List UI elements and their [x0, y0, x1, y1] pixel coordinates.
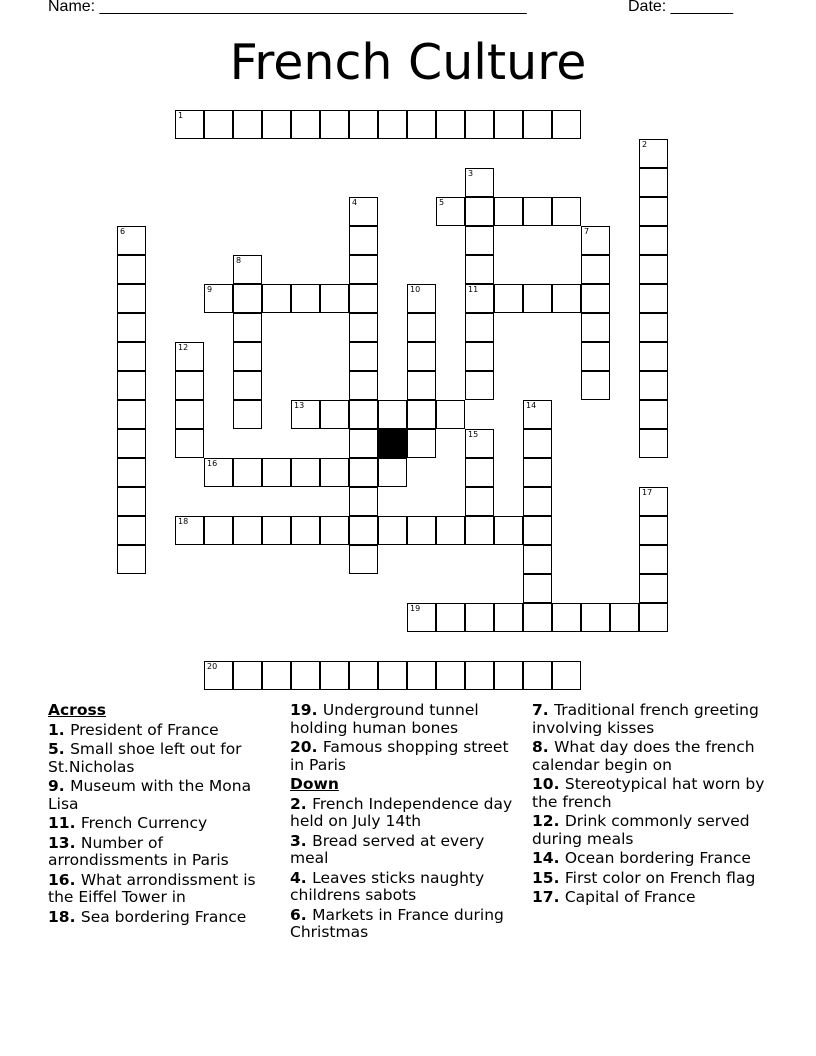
- grid-cell[interactable]: [465, 661, 494, 690]
- clue-number: 7: [584, 227, 590, 236]
- clue-number: 9: [207, 285, 213, 294]
- grid-cell[interactable]: [117, 255, 146, 284]
- grid-cell[interactable]: [117, 371, 146, 400]
- grid-cell[interactable]: [349, 545, 378, 574]
- grid-cell[interactable]: [378, 400, 407, 429]
- grid-cell[interactable]: [465, 458, 494, 487]
- clue-item: [532, 702, 772, 737]
- clue-item-number: 11.: [48, 814, 81, 832]
- grid-cell[interactable]: [349, 458, 378, 487]
- clue-number: 19: [410, 604, 421, 613]
- grid-cell[interactable]: [233, 342, 262, 371]
- clue-item: [532, 813, 772, 848]
- grid-cell[interactable]: [291, 110, 320, 139]
- grid-cell[interactable]: [465, 429, 494, 458]
- grid-cell[interactable]: [349, 487, 378, 516]
- grid-cell[interactable]: [581, 313, 610, 342]
- grid-cell[interactable]: [523, 661, 552, 690]
- grid-cell[interactable]: [436, 516, 465, 545]
- clue-item-number: 20.: [290, 738, 323, 756]
- clue-number: 11: [468, 285, 479, 294]
- grid-cell[interactable]: [291, 516, 320, 545]
- grid-cell[interactable]: [436, 400, 465, 429]
- clue-item: [290, 870, 520, 905]
- grid-cell[interactable]: [175, 516, 204, 545]
- clue-item-text: Ocean bordering France: [564, 849, 751, 867]
- grid-cell[interactable]: [639, 226, 668, 255]
- grid-cell[interactable]: [349, 661, 378, 690]
- clue-item-text: Famous shopping street in Paris: [290, 738, 509, 774]
- clue-item: [532, 870, 772, 888]
- grid-cell[interactable]: [291, 400, 320, 429]
- grid-cell[interactable]: [465, 168, 494, 197]
- clue-number: 5: [439, 198, 445, 207]
- clues-column-1: [48, 702, 273, 928]
- grid-cell[interactable]: [581, 342, 610, 371]
- clue-number: 13: [294, 401, 305, 410]
- grid-cell[interactable]: [523, 400, 552, 429]
- clue-item-text: French Independence day held on July 14th: [290, 794, 513, 830]
- clue-item-number: 17.: [532, 888, 565, 906]
- clue-number: 4: [352, 198, 358, 207]
- grid-cell[interactable]: [523, 545, 552, 574]
- grid-cell[interactable]: [262, 284, 291, 313]
- grid-cell[interactable]: [407, 342, 436, 371]
- grid-cell[interactable]: [291, 661, 320, 690]
- clue-item-number: 5.: [48, 740, 71, 758]
- clue-item-text: Small shoe left out for St.Nicholas: [48, 740, 242, 776]
- grid-cell[interactable]: [233, 458, 262, 487]
- clue-number: 8: [236, 256, 242, 265]
- grid-cell[interactable]: [349, 284, 378, 313]
- clue-number: 16: [207, 459, 218, 468]
- clues-column-2: [290, 702, 520, 944]
- grid-cell[interactable]: [639, 429, 668, 458]
- grid-cell[interactable]: [407, 429, 436, 458]
- grid-cell[interactable]: [523, 574, 552, 603]
- clue-item-text: Stereotypical hat worn by the french: [532, 775, 765, 811]
- clue-item-number: 14.: [532, 849, 565, 867]
- grid-cell[interactable]: [117, 545, 146, 574]
- grid-cell[interactable]: [291, 458, 320, 487]
- grid-cell[interactable]: [349, 197, 378, 226]
- grid-cell[interactable]: [465, 226, 494, 255]
- grid-cell[interactable]: [639, 197, 668, 226]
- grid-cell[interactable]: [581, 371, 610, 400]
- clue-item: [290, 796, 520, 831]
- grid-cell[interactable]: [117, 226, 146, 255]
- grid-cell[interactable]: [349, 110, 378, 139]
- clue-item: [48, 815, 273, 833]
- clue-item: [48, 909, 273, 927]
- clue-item-number: 18.: [48, 907, 81, 926]
- clue-item-text: Museum with the Mona Lisa: [48, 777, 252, 813]
- clue-number: 18: [178, 517, 189, 526]
- clue-number: 2: [642, 140, 648, 149]
- grid-cell[interactable]: [233, 110, 262, 139]
- clue-item-text: Underground tunnel holding human bones: [290, 701, 479, 737]
- name-field-label: Name: ________________________________________________: [48, 0, 527, 15]
- grid-cell[interactable]: [639, 255, 668, 284]
- grid-cell[interactable]: [639, 603, 668, 632]
- grid-cell[interactable]: [523, 516, 552, 545]
- grid-cell[interactable]: [523, 603, 552, 632]
- grid-cell[interactable]: [465, 197, 494, 226]
- grid-cell[interactable]: [204, 661, 233, 690]
- grid-cell[interactable]: [175, 429, 204, 458]
- clue-item-text: Number of arrondissments in Paris: [48, 833, 229, 869]
- black-cell: [378, 429, 407, 458]
- date-field-label: Date: _______: [628, 0, 733, 15]
- grid-cell[interactable]: [262, 110, 291, 139]
- grid-cell[interactable]: [581, 226, 610, 255]
- grid-cell[interactable]: [320, 516, 349, 545]
- clue-item-number: 6.: [290, 905, 313, 924]
- grid-cell[interactable]: [494, 284, 523, 313]
- clue-item-text: What arrondissment is the Eiffel Tower in: [48, 870, 256, 906]
- page-title: French Culture: [229, 34, 587, 91]
- grid-cell[interactable]: [262, 458, 291, 487]
- clue-number: 14: [526, 401, 537, 410]
- clue-item-number: 16.: [48, 870, 81, 889]
- clue-item-text: Drink commonly served during meals: [532, 812, 750, 848]
- clue-item-text: Traditional french greeting involving kisses: [532, 701, 759, 737]
- grid-cell[interactable]: [233, 400, 262, 429]
- clue-number: 10: [410, 285, 421, 294]
- grid-cell[interactable]: [117, 342, 146, 371]
- grid-cell[interactable]: [494, 197, 523, 226]
- grid-cell[interactable]: [233, 255, 262, 284]
- grid-cell[interactable]: [378, 661, 407, 690]
- grid-cell[interactable]: [523, 197, 552, 226]
- clue-item: [48, 778, 273, 813]
- grid-cell[interactable]: [407, 110, 436, 139]
- clue-section-heading: Down: [290, 775, 339, 793]
- grid-cell[interactable]: [523, 429, 552, 458]
- grid-cell[interactable]: [465, 313, 494, 342]
- grid-cell[interactable]: [523, 110, 552, 139]
- grid-cell[interactable]: [349, 255, 378, 284]
- grid-cell[interactable]: [407, 516, 436, 545]
- grid-cell[interactable]: [639, 342, 668, 371]
- clue-item-text: Capital of France: [564, 888, 696, 906]
- clue-number: 20: [207, 662, 218, 671]
- grid-cell[interactable]: [407, 400, 436, 429]
- clue-item: [48, 741, 273, 776]
- grid-cell[interactable]: [320, 400, 349, 429]
- grid-cell[interactable]: [436, 603, 465, 632]
- grid-cell[interactable]: [233, 516, 262, 545]
- grid-cell[interactable]: [436, 197, 465, 226]
- grid-cell[interactable]: [117, 429, 146, 458]
- clue-item-text: President of France: [70, 720, 219, 739]
- grid-cell[interactable]: [204, 458, 233, 487]
- clue-item: [532, 889, 772, 907]
- clue-item: [290, 907, 520, 942]
- grid-cell[interactable]: [117, 487, 146, 516]
- grid-cell[interactable]: [349, 429, 378, 458]
- grid-cell[interactable]: [117, 284, 146, 313]
- grid-cell[interactable]: [320, 284, 349, 313]
- grid-cell[interactable]: [407, 661, 436, 690]
- clues-column-3: [532, 702, 772, 909]
- clue-item: [532, 739, 772, 774]
- clue-item: [48, 872, 273, 907]
- clue-item-text: Markets in France during Christmas: [290, 905, 504, 941]
- grid-cell[interactable]: [233, 661, 262, 690]
- grid-cell[interactable]: [175, 110, 204, 139]
- clue-item: [48, 835, 273, 870]
- grid-cell[interactable]: [639, 284, 668, 313]
- clue-item-text: Leaves sticks naughty childrens sabots: [290, 868, 485, 904]
- grid-cell[interactable]: [349, 226, 378, 255]
- grid-cell[interactable]: [320, 661, 349, 690]
- clue-item-number: 2.: [290, 794, 313, 813]
- grid-cell[interactable]: [407, 284, 436, 313]
- grid-cell[interactable]: [407, 371, 436, 400]
- grid-cell[interactable]: [378, 458, 407, 487]
- clue-number: 17: [642, 488, 653, 497]
- grid-cell[interactable]: [175, 342, 204, 371]
- grid-cell[interactable]: [349, 371, 378, 400]
- grid-cell[interactable]: [639, 371, 668, 400]
- grid-cell[interactable]: [494, 661, 523, 690]
- grid-cell[interactable]: [204, 284, 233, 313]
- clue-item-number: 13.: [48, 833, 81, 852]
- grid-cell[interactable]: [262, 661, 291, 690]
- grid-cell[interactable]: [378, 516, 407, 545]
- grid-cell[interactable]: [465, 284, 494, 313]
- grid-cell[interactable]: [465, 342, 494, 371]
- clue-number: 15: [468, 430, 479, 439]
- grid-cell[interactable]: [233, 371, 262, 400]
- clue-item: [290, 833, 520, 868]
- grid-cell[interactable]: [349, 313, 378, 342]
- grid-cell[interactable]: [436, 110, 465, 139]
- clue-item-number: 15.: [532, 868, 565, 887]
- clue-item: [290, 702, 520, 737]
- clue-item: [48, 722, 273, 740]
- clue-number: 3: [468, 169, 474, 178]
- grid-cell[interactable]: [639, 139, 668, 168]
- grid-cell[interactable]: [320, 110, 349, 139]
- grid-cell[interactable]: [494, 110, 523, 139]
- clue-item-number: 10.: [532, 775, 565, 793]
- grid-cell[interactable]: [349, 342, 378, 371]
- grid-cell[interactable]: [262, 516, 291, 545]
- grid-cell[interactable]: [117, 458, 146, 487]
- clue-item-number: 19.: [290, 701, 323, 719]
- grid-cell[interactable]: [407, 313, 436, 342]
- grid-cell[interactable]: [117, 516, 146, 545]
- clue-item: [532, 850, 772, 868]
- grid-cell[interactable]: [639, 545, 668, 574]
- grid-cell[interactable]: [639, 487, 668, 516]
- clue-item: [290, 739, 520, 774]
- grid-cell[interactable]: [465, 255, 494, 284]
- grid-cell[interactable]: [639, 400, 668, 429]
- grid-cell[interactable]: [639, 516, 668, 545]
- grid-cell[interactable]: [204, 110, 233, 139]
- grid-cell[interactable]: [436, 661, 465, 690]
- grid-cell[interactable]: [552, 284, 581, 313]
- grid-cell[interactable]: [523, 458, 552, 487]
- grid-cell[interactable]: [552, 110, 581, 139]
- grid-cell[interactable]: [117, 313, 146, 342]
- grid-cell[interactable]: [349, 516, 378, 545]
- grid-cell[interactable]: [291, 284, 320, 313]
- grid-cell[interactable]: [465, 603, 494, 632]
- clue-item-text: First color on French flag: [564, 868, 756, 887]
- grid-cell[interactable]: [204, 516, 233, 545]
- grid-cell[interactable]: [494, 516, 523, 545]
- grid-cell[interactable]: [639, 574, 668, 603]
- grid-cell[interactable]: [407, 603, 436, 632]
- clue-item-text: Bread served at every meal: [290, 831, 485, 867]
- clue-item-number: 1.: [48, 720, 71, 739]
- grid-cell[interactable]: [320, 458, 349, 487]
- grid-cell[interactable]: [552, 661, 581, 690]
- clue-item-text: Sea bordering France: [80, 907, 247, 926]
- grid-cell[interactable]: [581, 255, 610, 284]
- clue-number: 6: [120, 227, 126, 236]
- grid-cell[interactable]: [581, 603, 610, 632]
- grid-cell[interactable]: [639, 168, 668, 197]
- clue-item-text: French Currency: [80, 814, 208, 832]
- grid-cell[interactable]: [610, 603, 639, 632]
- grid-cell[interactable]: [523, 487, 552, 516]
- grid-cell[interactable]: [233, 313, 262, 342]
- grid-cell[interactable]: [552, 197, 581, 226]
- clue-item-number: 3.: [290, 831, 313, 850]
- clue-item: [532, 776, 772, 811]
- clue-item-number: 7.: [532, 701, 555, 719]
- grid-cell[interactable]: [639, 313, 668, 342]
- clue-item-text: What day does the french calendar begin on: [532, 738, 755, 774]
- clue-item-number: 9.: [48, 777, 71, 795]
- clue-section-heading: Across: [48, 701, 106, 719]
- grid-cell[interactable]: [117, 400, 146, 429]
- grid-cell[interactable]: [465, 487, 494, 516]
- grid-cell[interactable]: [465, 110, 494, 139]
- clue-item-number: 12.: [532, 812, 565, 830]
- grid-cell[interactable]: [494, 603, 523, 632]
- grid-cell[interactable]: [175, 400, 204, 429]
- grid-cell[interactable]: [581, 284, 610, 313]
- clue-item-number: 4.: [290, 868, 313, 887]
- clue-number: 12: [178, 343, 189, 352]
- clue-item-number: 8.: [532, 738, 555, 756]
- grid-cell[interactable]: [233, 284, 262, 313]
- grid-cell[interactable]: [523, 284, 552, 313]
- grid-cell[interactable]: [175, 371, 204, 400]
- grid-cell[interactable]: [378, 110, 407, 139]
- clue-number: 1: [178, 111, 184, 120]
- grid-cell[interactable]: [465, 371, 494, 400]
- grid-cell[interactable]: [552, 603, 581, 632]
- grid-cell[interactable]: [465, 516, 494, 545]
- grid-cell[interactable]: [349, 400, 378, 429]
